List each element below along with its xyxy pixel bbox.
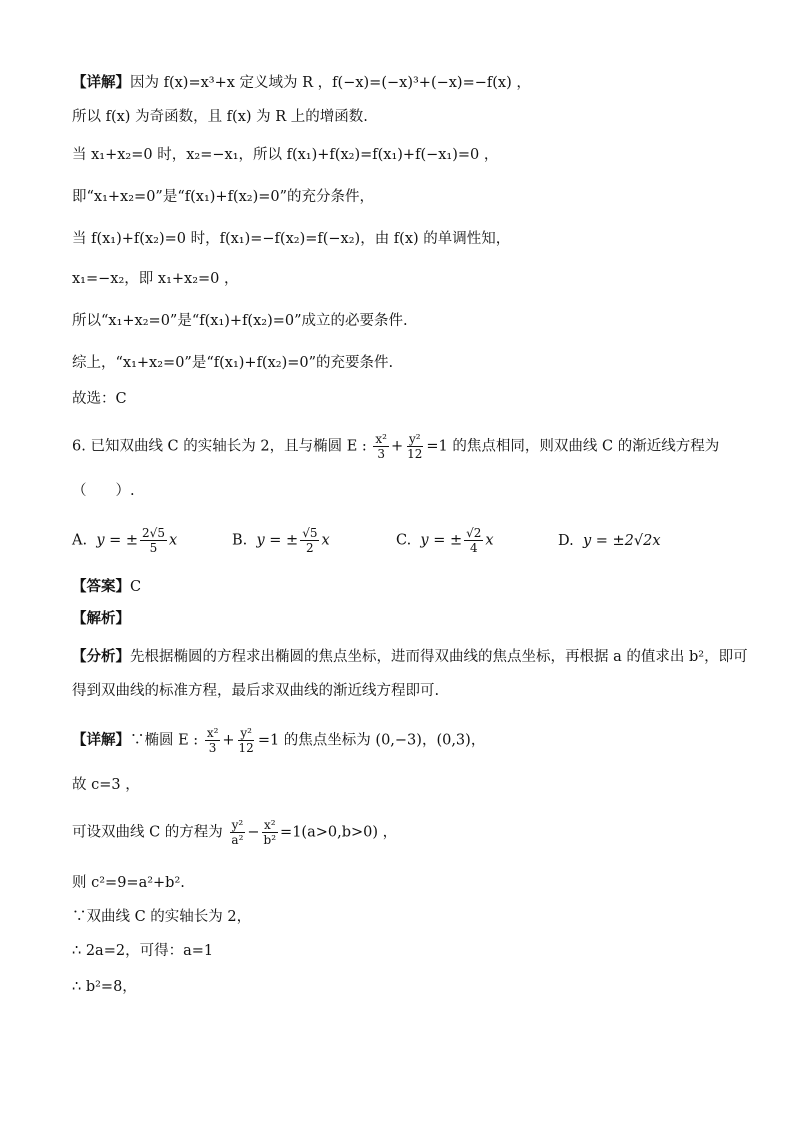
ellipse-y-term [405, 432, 424, 461]
frac-den: 3 [208, 741, 217, 755]
detail2-text3-pre: 可设双曲线 C 的方程为 [72, 824, 223, 841]
detail2-line2: 故 c=3 ， [72, 777, 140, 793]
frac-den: 12 [407, 447, 423, 461]
frac-den: 12 [238, 741, 254, 755]
fenxi-tag: 【分析】 [72, 648, 130, 665]
frac-num: 2√5 [142, 526, 165, 540]
frac-num: y² [240, 726, 252, 740]
answer-tag: 【答案】 [72, 578, 130, 595]
detail2-text3-post: =1(a>0,b>0) ， [280, 824, 398, 841]
option-pre: y = ± [96, 532, 139, 549]
option-post: x [168, 532, 178, 549]
option-pre: y = ± [256, 532, 299, 549]
detail2-text1-pre: ∵椭圆 E : [130, 732, 199, 749]
frac-num: x² [264, 818, 276, 832]
detail1-line8: 综上，“x₁+x₂=0”是“f(x₁)+f(x₂)=0”的充要条件. [72, 355, 394, 371]
analysis-tag: 【解析】 [72, 610, 130, 627]
hyperbola-x-term [262, 818, 279, 847]
ellipse-x-term [205, 726, 221, 755]
frac-den: a² [231, 833, 244, 847]
option-label: A. [72, 532, 88, 549]
ellipse-x-term [373, 432, 389, 461]
detail1-text1: 因为 f(x)=x³+x 定义域为 R ，f(−x)=(−x)³+(−x)=−f(x) ， [130, 75, 531, 91]
detail1-line5: 当 f(x₁)+f(x₂)=0 时，f(x₁)=−f(x₂)=f(−x₂)，由 f(x) 的单调性知， [72, 231, 511, 247]
option-label: D. [558, 533, 574, 549]
fenxi-text1: 先根据椭圆的方程求出椭圆的焦点坐标，进而得双曲线的焦点坐标，再根据 a 的值求出 b²，即可 [130, 649, 748, 665]
option-a [72, 526, 177, 555]
frac-den: 5 [149, 541, 158, 555]
option-c [396, 526, 494, 555]
frac-den: b² [263, 833, 277, 847]
frac-den: 2 [306, 541, 314, 555]
option-frac [300, 526, 319, 555]
detail2-line4: 则 c²=9=a²+b². [72, 875, 185, 891]
option-label: C. [396, 532, 412, 549]
answer-line [72, 576, 141, 598]
detail1-line1 [72, 72, 531, 94]
frac-num: x² [206, 726, 219, 740]
option-pre: y = ± [420, 532, 463, 549]
detail2-line3: 可设双曲线 C 的方程为 $\frac{\text{y²}}{\text{a²}}$ − $\frac{\text{x²}}{\text{b²}}$ =1(a>0,b>0) ， [72, 818, 398, 847]
q6-prefix: 6. 已知双曲线 C 的实轴长为 2，且与椭圆 E : [72, 438, 367, 455]
detail-tag: 【详解】 [72, 731, 130, 749]
detail2-line6: ∴ 2a=2，可得：a=1 [72, 943, 214, 959]
hyperbola-y-term [229, 818, 245, 847]
frac-den: 4 [469, 541, 478, 555]
option-label: B. [232, 532, 248, 549]
frac-num: x² [375, 432, 387, 446]
option-frac [464, 526, 483, 555]
frac-num: √2 [466, 526, 482, 540]
q6-paren: （ ）. [72, 483, 135, 499]
frac-num: y² [408, 432, 421, 446]
option-b [232, 526, 330, 555]
detail1-line9: 故选：C [72, 391, 127, 407]
detail2-line1: 【详解】∵椭圆 E : $\frac{\text{x²}}{3}$ + $\frac{\text{y²}}{12}$ =1 的焦点坐标为 (0,−3)，(0,3)， [72, 726, 486, 755]
option-frac [140, 526, 167, 555]
answer-value: C [130, 579, 142, 595]
option-post: x [321, 532, 330, 549]
detail1-line4: 即“x₁+x₂=0”是“f(x₁)+f(x₂)=0”的充分条件， [72, 189, 375, 205]
fenxi-line2: 得到双曲线的标准方程，最后求双曲线的渐近线方程即可. [72, 683, 440, 699]
detail1-line6: x₁=−x₂，即 x₁+x₂=0 ， [72, 271, 239, 287]
frac-num: √5 [302, 526, 318, 540]
detail1-line3: 当 x₁+x₂=0 时，x₂=−x₁，所以 f(x₁)+f(x₂)=f(x₁)+f(−x₁)=0 ， [72, 147, 499, 163]
option-d [558, 530, 661, 552]
question-6: 6. 已知双曲线 C 的实轴长为 2，且与椭圆 E : $\frac{\text{x²}}{3}$ + $\frac{\text{y²}}{12}$ =1 的焦点相同，则双曲线 C 的渐近线方程为 [72, 432, 720, 461]
detail2-text1-post: =1 的焦点坐标为 (0,−3)，(0,3)， [257, 732, 486, 749]
fenxi-line1 [72, 646, 748, 668]
detail-tag: 【详解】 [72, 74, 130, 91]
detail2-line5: ∵双曲线 C 的实轴长为 2， [72, 909, 252, 925]
frac-num: y² [231, 818, 244, 832]
ellipse-y-term [237, 726, 256, 755]
option-post: x [485, 532, 494, 549]
detail1-line7: 所以“x₁+x₂=0”是“f(x₁)+f(x₂)=0”成立的必要条件. [72, 313, 408, 329]
frac-den: 3 [377, 447, 385, 461]
q6-suffix: =1 的焦点相同，则双曲线 C 的渐近线方程为 [426, 438, 720, 455]
option-pre: y = ±2√2x [582, 533, 661, 549]
detail1-line2: 所以 f(x) 为奇函数，且 f(x) 为 R 上的增函数. [72, 109, 368, 125]
detail2-line7: ∴ b²=8， [72, 979, 137, 995]
